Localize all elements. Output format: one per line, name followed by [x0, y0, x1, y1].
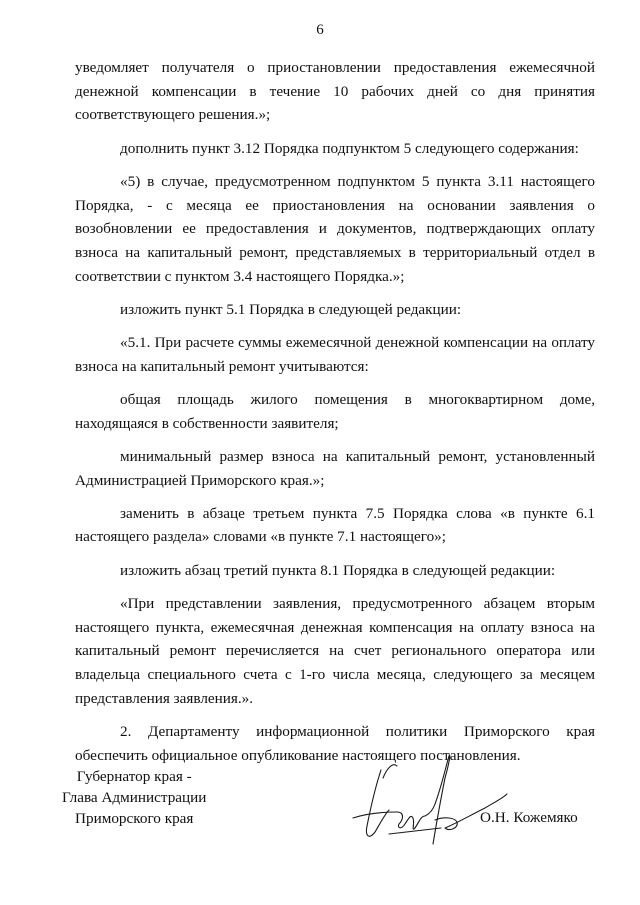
signatory-name: О.Н. Кожемяко: [480, 809, 578, 826]
handwritten-signature: [345, 748, 510, 858]
paragraph: «При представлении заявления, предусмотренного абзацем вторым настоящего пункта, ежемесячная денежная компенсация на оплату взноса на капитальный ремонт перечисляется на счет регионального оператора или владельца специального счета с 1-го числа месяца, следующего за месяцем представления заявления.».: [75, 594, 595, 707]
paragraph: общая площадь жилого помещения в многоквартирном доме, находящаяся в собственности заявителя;: [75, 390, 595, 432]
paragraph: дополнить пункт 3.12 Порядка подпунктом 5 следующего содержания:: [120, 139, 579, 157]
paragraph: 2. Департаменту информационной политики Приморского края обеспечить официальное опубликование настоящего постановления.: [75, 722, 595, 764]
signatory-title-line: Губернатор края -: [76, 768, 192, 785]
page-number: 6: [316, 22, 324, 38]
paragraph: изложить пункт 5.1 Порядка в следующей редакции:: [120, 300, 462, 318]
paragraph: минимальный размер взноса на капитальный ремонт, установленный Администрацией Приморского края.»;: [75, 447, 595, 489]
paragraph: заменить в абзаце третьем пункта 7.5 Порядка слова «в пункте 6.1 настоящего раздела» словами «в пункте 7.1 настоящего»;: [75, 504, 595, 546]
paragraph: изложить абзац третий пункта 8.1 Порядка в следующей редакции:: [120, 561, 556, 579]
document-body: [75, 56, 595, 767]
paragraph: уведомляет получателя о приостановлении предоставления ежемесячной денежной компенсации в течение 10 рабочих дней со дня принятия соответствующего решения.»;: [75, 59, 595, 124]
paragraph: «5.1. При расчете суммы ежемесячной денежной компенсации на оплату взноса на капитальный ремонт учитываются:: [75, 334, 595, 375]
signatory-title-line: Глава Администрации: [62, 789, 207, 806]
signatory-title: [62, 766, 206, 829]
signatory-title-line: Приморского края: [75, 810, 194, 827]
paragraph: «5) в случае, предусмотренном подпунктом 5 пункта 3.11 настоящего Порядка, - с месяца ее приостановления на основании заявления о возобновлении ее предоставления и документов, подтверждающих оплату взноса на капитальный ремонт, представляемых в территориальный отдел в соответствии с пунктом 3.4 настоящего Порядка.»;: [75, 172, 595, 285]
